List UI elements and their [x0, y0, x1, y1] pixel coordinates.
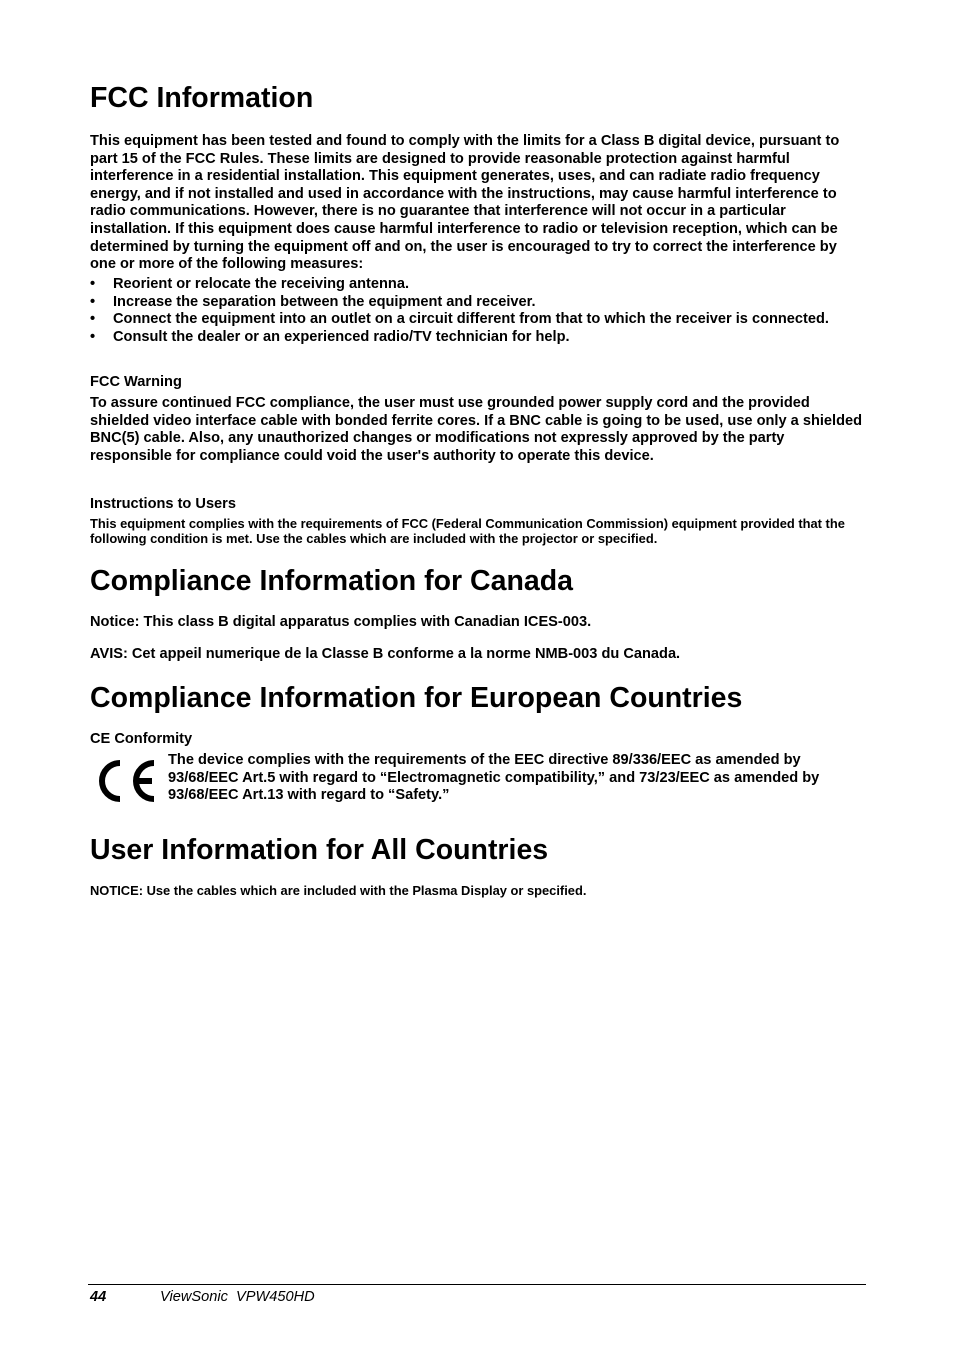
list-item: • Consult the dealer or an experienced radio/TV technician for help.: [90, 328, 570, 345]
fcc-title: FCC Information: [90, 82, 314, 114]
europe-title: Compliance Information for European Countries: [90, 682, 743, 714]
canada-title: Compliance Information for Canada: [90, 565, 573, 597]
page-number: 44: [90, 1289, 107, 1305]
footer-product: ViewSonic VPW450HD: [160, 1289, 315, 1305]
fcc-warning-text: To assure continued FCC compliance, the user must use grounded power supply cord and the provided shielded video interface cable with bonded ferrite cores. If a BNC cable is going to be used, use only a shielded BNC(5) cable. Also, any unauthorized changes or modifications not expressly approved by the party responsible for compliance could void the user's authority to operate this device.: [90, 395, 863, 464]
ce-mark-icon: [94, 758, 156, 804]
fcc-measures-list: [90, 276, 866, 346]
bullet-icon: •: [90, 276, 96, 292]
fcc-intro: This equipment has been tested and found to comply with the limits for a Class B digital device, pursuant to part 15 of the FCC Rules. These limits are designed to provide reasonable protection against harmful interference in a residential installation. This equipment generates, uses, and can radiate radio frequency energy, and if not installed and used in accordance with the instructions, may cause harmful interference to radio communications. However, there is no guarantee that interference will not occur in a particular installation. If this equipment does cause harmful interference to radio or television reception, which can be determined by turning the equipment off and on, the user is encouraged to try to correct the interference by one or more of the following measures:: [90, 133, 840, 273]
instructions-heading: Instructions to Users: [90, 496, 236, 512]
list-item: • Connect the equipment into an outlet on a circuit different from that to which the receiver is connected.: [90, 311, 829, 328]
footer-divider: [88, 1284, 866, 1285]
canada-avis: AVIS: Cet appeil numerique de la Classe B conforme a la norme NMB-003 du Canada.: [90, 646, 681, 662]
list-item: • Reorient or relocate the receiving antenna.: [90, 276, 410, 292]
bullet-icon: •: [90, 293, 96, 310]
all-countries-title: User Information for All Countries: [90, 834, 549, 866]
ce-conformity-text: The device complies with the requirements of the EEC directive 89/336/EEC as amended by 93/68/EEC Art.5 with regard to “Electromagnetic compatibility,” and 73/23/EEC as amended by 93/68/EEC Art.13 with regard to “Safety.”: [168, 752, 820, 804]
all-countries-notice: NOTICE: Use the cables which are included with the Plasma Display or specified.: [90, 883, 587, 898]
bullet-icon: •: [90, 311, 96, 328]
list-item: • Increase the separation between the equipment and receiver.: [90, 293, 536, 310]
bullet-icon: •: [90, 328, 96, 345]
instructions-text: This equipment complies with the requirements of FCC (Federal Communication Commission) equipment provided that the following condition is met. Use the cables which are included with the projector or specified.: [90, 516, 845, 547]
canada-notice: Notice: This class B digital apparatus complies with Canadian ICES-003.: [90, 614, 592, 630]
ce-conformity-heading: CE Conformity: [90, 731, 193, 747]
fcc-warning-heading: FCC Warning: [90, 374, 182, 390]
